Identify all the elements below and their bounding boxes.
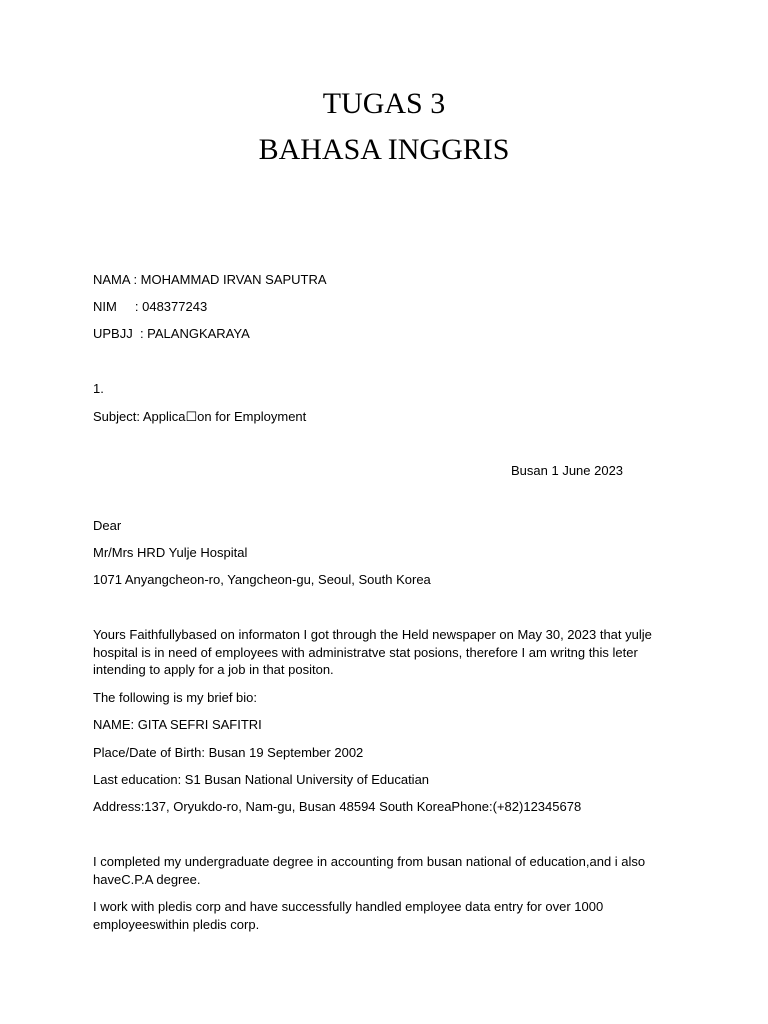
document-title-line-2: BAHASA INGGRIS bbox=[258, 133, 510, 166]
bio-name: NAME: GITA SEFRI SAFITRI bbox=[93, 717, 262, 732]
student-nim: NIM : 048377243 bbox=[93, 299, 208, 314]
work-paragraph: I work with pledis corp and have successfully handled employee data entry for over 1000 employeeswithin pledis corp. bbox=[93, 899, 604, 932]
letter-date: Busan 1 June 2023 bbox=[511, 463, 624, 478]
letter-subject: Subject: Applica☐on for Employment bbox=[93, 409, 307, 424]
student-upbjj: UPBJJ : PALANGKARAYA bbox=[93, 326, 250, 341]
letter-recipient: Mr/Mrs HRD Yulje Hospital bbox=[93, 545, 248, 560]
degree-paragraph: I completed my undergraduate degree in accounting from busan national of education,and i also haveC.P.A degree. bbox=[93, 854, 646, 887]
student-name: NAMA : MOHAMMAD IRVAN SAPUTRA bbox=[93, 272, 327, 287]
question-number: 1. bbox=[93, 381, 104, 396]
opening-paragraph: Yours Faithfullybased on informaton I got through the Held newspaper on May 30, 2023 that yulje hospital is in need of employees with administratve stat posions, therefore I am writng this leter intending to apply for a job in that positon. bbox=[93, 627, 652, 677]
bio-birth: Place/Date of Birth: Busan 19 September 2002 bbox=[93, 745, 364, 760]
letter-salutation: Dear bbox=[93, 518, 122, 533]
bio-address: Address:137, Oryukdo-ro, Nam-gu, Busan 48594 South KoreaPhone:(+82)12345678 bbox=[93, 799, 582, 814]
bio-education: Last education: S1 Busan National University of Educatian bbox=[93, 772, 430, 787]
recipient-address: 1071 Anyangcheon-ro, Yangcheon-gu, Seoul, South Korea bbox=[93, 572, 431, 587]
bio-intro: The following is my brief bio: bbox=[93, 690, 258, 705]
document-title-line-1: TUGAS 3 bbox=[322, 87, 446, 120]
